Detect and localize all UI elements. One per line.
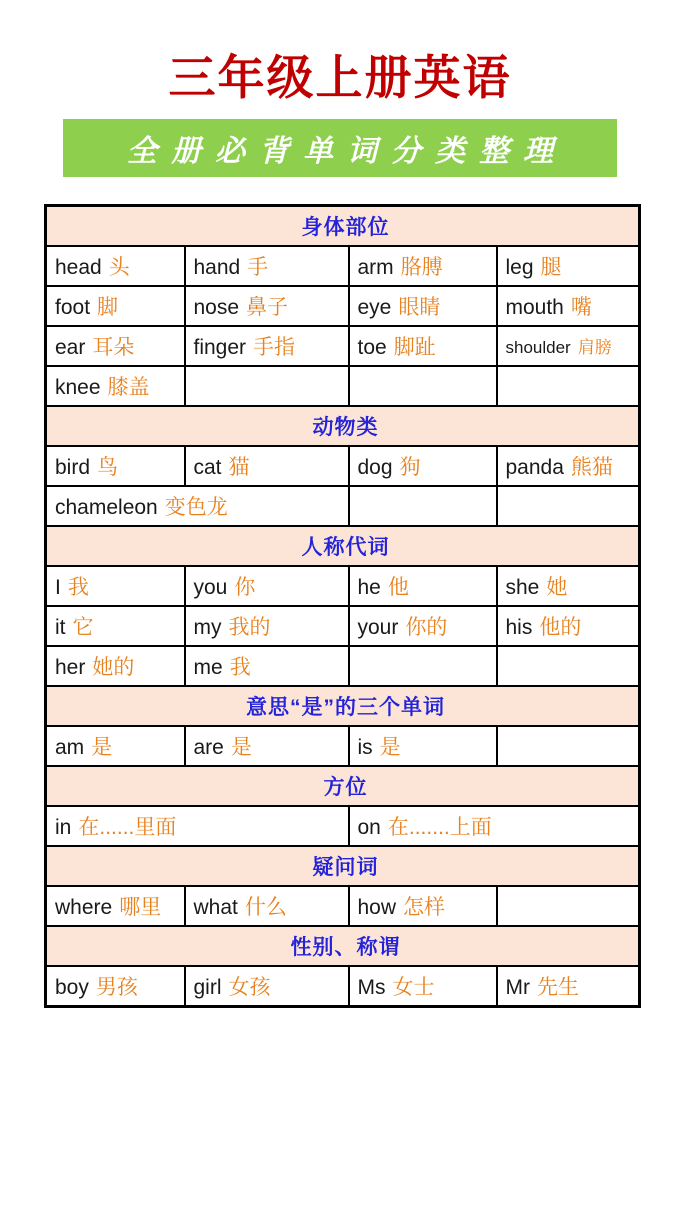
word-cell <box>349 726 497 766</box>
word-chinese: 鸟 <box>97 455 119 479</box>
word-chinese: 嘴 <box>570 295 592 319</box>
word-english: his <box>505 615 533 639</box>
word-cell <box>185 886 349 926</box>
word-cell <box>46 606 185 646</box>
word-cell <box>46 966 185 1007</box>
word-english: head <box>55 255 102 279</box>
word-cell <box>349 966 497 1007</box>
word-english: bird <box>55 455 91 479</box>
section-title: 性别、称谓 <box>46 926 640 966</box>
word-english: chameleon <box>55 495 158 519</box>
word-cell <box>46 446 185 486</box>
word-chinese: 头 <box>108 255 130 279</box>
word-chinese: 猫 <box>228 455 250 479</box>
word-cell <box>185 646 349 686</box>
word-chinese: 在......里面 <box>78 815 177 839</box>
word-english: I <box>55 575 61 599</box>
word-chinese: 是 <box>379 735 401 759</box>
word-english: her <box>55 655 86 679</box>
word-cell <box>46 246 185 286</box>
word-chinese: 膝盖 <box>107 375 150 399</box>
word-cell <box>185 726 349 766</box>
word-english: foot <box>55 295 91 319</box>
section-title: 方位 <box>46 766 640 806</box>
subtitle-banner <box>63 119 617 177</box>
word-english: shoulder <box>505 337 571 357</box>
word-chinese: 我的 <box>228 615 271 639</box>
word-cell <box>349 326 497 366</box>
section-title: 动物类 <box>46 406 640 446</box>
word-chinese: 胳膊 <box>400 255 443 279</box>
word-chinese: 脚 <box>97 295 119 319</box>
word-cell <box>185 966 349 1007</box>
word-cell <box>185 286 349 326</box>
empty-cell <box>497 726 640 766</box>
word-chinese: 女孩 <box>228 975 271 999</box>
word-english: girl <box>193 975 222 999</box>
word-chinese: 手指 <box>253 335 296 359</box>
word-english: mouth <box>505 295 564 319</box>
word-cell <box>497 606 640 646</box>
empty-cell <box>349 366 497 406</box>
section-header-row <box>46 205 640 246</box>
word-chinese: 是 <box>230 735 252 759</box>
word-row <box>46 886 640 926</box>
word-chinese: 狗 <box>399 455 421 479</box>
word-row <box>46 446 640 486</box>
vocab-table <box>44 204 641 1008</box>
word-cell <box>46 326 185 366</box>
word-chinese: 我 <box>229 655 251 679</box>
word-cell <box>497 566 640 606</box>
word-english: cat <box>193 455 222 479</box>
word-cell <box>185 446 349 486</box>
word-cell <box>497 246 640 286</box>
word-english: ear <box>55 335 86 359</box>
word-row <box>46 366 640 406</box>
word-english: knee <box>55 375 101 399</box>
word-cell <box>349 806 640 846</box>
word-cell <box>349 566 497 606</box>
word-english: boy <box>55 975 89 999</box>
word-row <box>46 606 640 646</box>
word-english: eye <box>357 295 392 319</box>
word-cell <box>349 446 497 486</box>
word-chinese: 什么 <box>244 895 287 919</box>
word-chinese: 我 <box>67 575 89 599</box>
word-english: it <box>55 615 66 639</box>
subtitle-text: 全册必背单词分类整理 <box>127 133 567 169</box>
vocab-table-body <box>46 205 640 1006</box>
word-cell <box>46 486 349 526</box>
word-english: dog <box>357 455 393 479</box>
section-title: 人称代词 <box>46 526 640 566</box>
word-english: my <box>193 615 222 639</box>
section-header-row <box>46 686 640 726</box>
word-english: you <box>193 575 228 599</box>
word-english: am <box>55 735 85 759</box>
word-chinese: 鼻子 <box>246 295 289 319</box>
word-english: hand <box>193 255 241 279</box>
empty-cell <box>497 886 640 926</box>
empty-cell <box>497 486 640 526</box>
word-chinese: 你的 <box>405 615 448 639</box>
word-english: she <box>505 575 540 599</box>
word-chinese: 女士 <box>392 975 435 999</box>
word-cell <box>46 806 349 846</box>
word-row <box>46 286 640 326</box>
empty-cell <box>497 366 640 406</box>
word-chinese: 耳朵 <box>92 335 135 359</box>
word-chinese: 在.......上面 <box>387 815 492 839</box>
word-english: finger <box>193 335 247 359</box>
word-cell <box>46 566 185 606</box>
word-cell <box>497 446 640 486</box>
word-cell <box>497 286 640 326</box>
word-chinese: 熊猫 <box>570 455 613 479</box>
word-cell <box>46 726 185 766</box>
word-row <box>46 646 640 686</box>
section-header-row <box>46 926 640 966</box>
word-cell <box>497 966 640 1007</box>
word-chinese: 她的 <box>92 655 135 679</box>
word-row <box>46 806 640 846</box>
empty-cell <box>349 646 497 686</box>
word-english: on <box>357 815 381 839</box>
word-cell <box>46 646 185 686</box>
word-cell <box>185 246 349 286</box>
word-chinese: 她 <box>546 575 568 599</box>
section-title: 疑问词 <box>46 846 640 886</box>
word-chinese: 男孩 <box>95 975 138 999</box>
word-english: nose <box>193 295 240 319</box>
word-chinese: 他 <box>387 575 409 599</box>
word-english: he <box>357 575 381 599</box>
word-english: Mr <box>505 975 530 999</box>
word-chinese: 变色龙 <box>164 495 228 519</box>
word-chinese: 哪里 <box>119 895 162 919</box>
word-chinese: 手 <box>247 255 269 279</box>
word-row <box>46 566 640 606</box>
word-chinese: 它 <box>72 615 94 639</box>
word-chinese: 你 <box>234 575 256 599</box>
word-english: me <box>193 655 223 679</box>
section-header-row <box>46 406 640 446</box>
word-chinese: 脚趾 <box>393 335 436 359</box>
word-row <box>46 966 640 1007</box>
word-chinese: 眼睛 <box>398 295 441 319</box>
word-chinese: 是 <box>91 735 113 759</box>
word-cell <box>497 326 640 366</box>
word-cell <box>349 286 497 326</box>
word-cell <box>349 246 497 286</box>
word-english: your <box>357 615 399 639</box>
word-english: arm <box>357 255 394 279</box>
empty-cell <box>497 646 640 686</box>
word-chinese: 肩膀 <box>577 337 612 357</box>
word-cell <box>185 566 349 606</box>
word-row <box>46 326 640 366</box>
section-header-row <box>46 766 640 806</box>
word-chinese: 腿 <box>540 255 562 279</box>
word-english: what <box>193 895 238 919</box>
word-cell <box>185 326 349 366</box>
empty-cell <box>185 366 349 406</box>
word-english: panda <box>505 455 564 479</box>
word-row <box>46 726 640 766</box>
word-cell <box>46 366 185 406</box>
word-chinese: 先生 <box>537 975 579 999</box>
section-title: 身体部位 <box>46 205 640 246</box>
word-english: toe <box>357 335 387 359</box>
word-english: are <box>193 735 224 759</box>
word-english: where <box>55 895 113 919</box>
empty-cell <box>349 486 497 526</box>
page-title: 三年级上册英语 <box>168 51 512 104</box>
word-row <box>46 246 640 286</box>
word-cell <box>349 886 497 926</box>
word-cell <box>46 886 185 926</box>
word-cell <box>46 286 185 326</box>
word-english: in <box>55 815 72 839</box>
word-cell <box>185 606 349 646</box>
section-header-row <box>46 846 640 886</box>
word-english: how <box>357 895 397 919</box>
section-header-row <box>46 526 640 566</box>
section-title: 意思“是”的三个单词 <box>46 686 640 726</box>
word-row <box>46 486 640 526</box>
word-chinese: 他的 <box>539 615 582 639</box>
word-english: is <box>357 735 373 759</box>
word-english: Ms <box>357 975 386 999</box>
word-cell <box>349 606 497 646</box>
word-english: leg <box>505 255 534 279</box>
word-chinese: 怎样 <box>403 895 446 919</box>
